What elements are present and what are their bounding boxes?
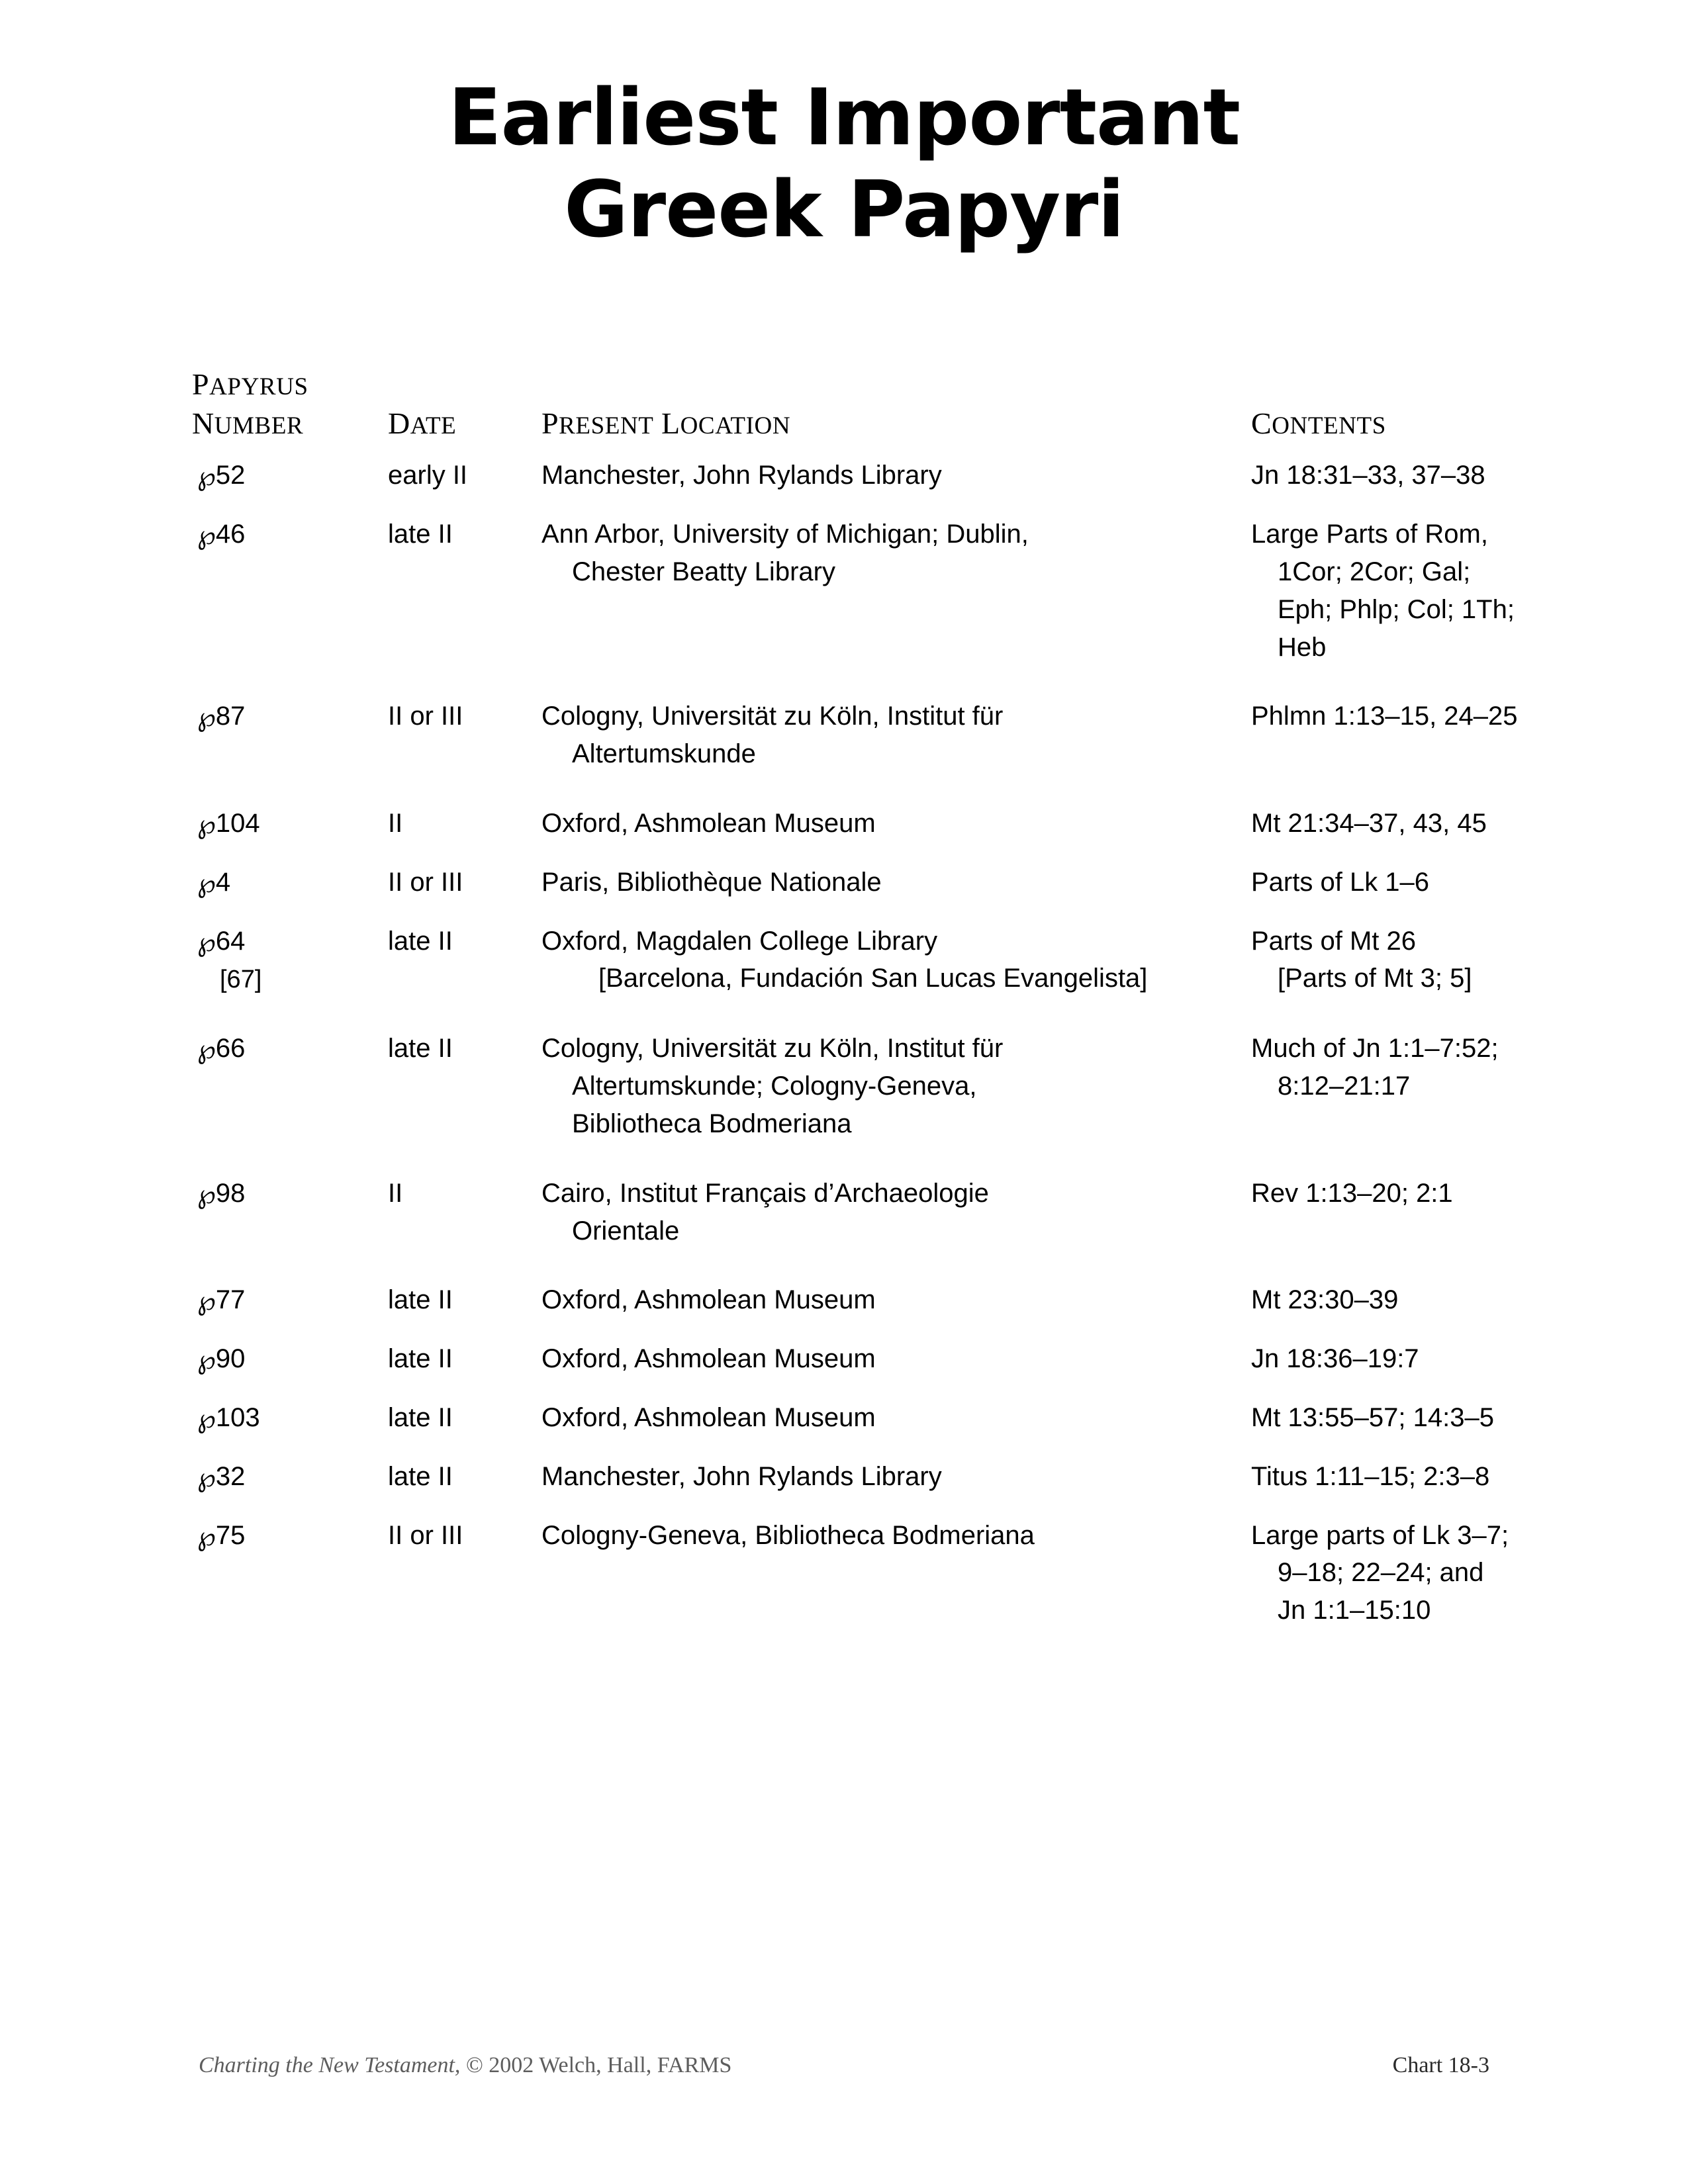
papyri-table — [192, 367, 1575, 1651]
contents-line: Mt 21:34–37, 43, 45 — [1251, 809, 1487, 839]
papyrus-symbol-icon: ℘ — [197, 1462, 216, 1493]
location-cell — [541, 854, 1251, 901]
location-line: Oxford, Magdalen College Library — [541, 926, 938, 956]
date-cell: late II — [388, 1285, 453, 1315]
contents-line: Large Parts of Rom, — [1251, 520, 1488, 549]
location-line: Manchester, John Rylands Library — [541, 1461, 942, 1491]
contents-cell — [1251, 1272, 1575, 1319]
papyrus-number-cell — [192, 1165, 388, 1250]
row-spacer-cell — [192, 998, 1575, 1021]
location-cell — [541, 1390, 1251, 1437]
papyrus-number-value: 103 — [215, 1402, 260, 1432]
contents-line-cont: 9–18; 22–24; and — [1278, 1558, 1484, 1588]
row-spacer-cell — [192, 1378, 1575, 1390]
location-line-cont: Altertumskunde; Cologny-Geneva, — [572, 1071, 977, 1101]
date-cell: late II — [388, 926, 453, 956]
contents-cell — [1251, 688, 1575, 773]
row-spacer — [192, 773, 1575, 796]
contents-cell — [1251, 1331, 1575, 1378]
title-line-2: Greek Papyri — [564, 163, 1124, 255]
location-cell — [541, 913, 1251, 999]
location-cell — [541, 1508, 1251, 1629]
column-header-contents: CONTENTS — [1251, 406, 1386, 441]
contents-line: Phlmn 1:13–15, 24–25 — [1251, 702, 1518, 731]
location-cell — [541, 688, 1251, 773]
table-row — [192, 1165, 1575, 1250]
contents-cell — [1251, 1165, 1575, 1250]
papyrus-symbol-icon: ℘ — [197, 1286, 216, 1317]
column-header-present-location: PRESENT LOCATION — [541, 406, 791, 441]
contents-cell — [1251, 796, 1575, 842]
footer-source — [199, 2053, 731, 2078]
row-spacer — [192, 1143, 1575, 1165]
contents-line: Rev 1:13–20; 2:1 — [1251, 1178, 1453, 1208]
date-cell: II or III — [388, 867, 463, 897]
papyrus-number-cell — [192, 1021, 388, 1142]
contents-line-cont: Eph; Phlp; Col; 1Th; — [1278, 594, 1515, 624]
row-spacer — [192, 1250, 1575, 1272]
contents-line: Titus 1:11–15; 2:3–8 — [1251, 1461, 1490, 1491]
papyrus-number-cell — [192, 854, 388, 901]
row-spacer — [192, 842, 1575, 854]
papyrus-number-cell — [192, 1331, 388, 1378]
page-title — [0, 0, 1688, 255]
location-line: Oxford, Ashmolean Museum — [541, 1285, 876, 1315]
row-spacer — [192, 494, 1575, 506]
location-cell — [541, 447, 1251, 494]
papyrus-number-value: 75 — [215, 1520, 246, 1550]
row-spacer-cell — [192, 1250, 1575, 1272]
date-cell: II or III — [388, 702, 463, 731]
papyrus-symbol-icon: ℘ — [197, 1179, 216, 1210]
date-cell: late II — [388, 520, 453, 549]
row-spacer-cell — [192, 842, 1575, 854]
table-row — [192, 1449, 1575, 1496]
date-cell: late II — [388, 1402, 453, 1432]
date-cell: late II — [388, 1344, 453, 1374]
contents-line: Jn 18:31–33, 37–38 — [1251, 461, 1485, 490]
contents-cell — [1251, 506, 1575, 666]
table-row — [192, 1390, 1575, 1437]
papyrus-symbol-icon: ℘ — [197, 809, 216, 841]
date-cell: early II — [388, 461, 468, 490]
papyrus-number-cell — [192, 447, 388, 494]
papyrus-symbol-icon: ℘ — [197, 927, 216, 958]
contents-line: Much of Jn 1:1–7:52; — [1251, 1034, 1499, 1064]
papyrus-number-value: 104 — [215, 809, 260, 839]
row-spacer — [192, 998, 1575, 1021]
contents-line: Parts of Lk 1–6 — [1251, 867, 1430, 897]
location-cell — [541, 1331, 1251, 1378]
papyrus-number-cell — [192, 1390, 388, 1437]
date-cell: II — [388, 809, 403, 839]
location-line-cont2: Bibliotheca Bodmeriana — [572, 1109, 852, 1138]
papyrus-symbol-icon: ℘ — [197, 461, 216, 492]
papyrus-number-value: 90 — [215, 1344, 246, 1374]
papyrus-number-value: 87 — [215, 702, 246, 731]
papyrus-symbol-icon: ℘ — [197, 868, 216, 899]
contents-line-cont: Jn 1:1–15:10 — [1278, 1596, 1431, 1625]
location-line: Oxford, Ashmolean Museum — [541, 809, 876, 839]
location-cell — [541, 1272, 1251, 1319]
papyrus-number-cell — [192, 913, 388, 999]
contents-line: Mt 23:30–39 — [1251, 1285, 1399, 1315]
table-row — [192, 1272, 1575, 1319]
table-row — [192, 796, 1575, 842]
date-cell: late II — [388, 1034, 453, 1064]
table-row — [192, 913, 1575, 999]
title-line-1: Earliest Important — [447, 71, 1241, 163]
date-cell: II or III — [388, 1520, 463, 1550]
contents-cell — [1251, 1449, 1575, 1496]
row-spacer — [192, 1319, 1575, 1331]
papyrus-number-value: 4 — [215, 867, 231, 897]
papyrus-number-value: 64 — [215, 926, 246, 956]
table-header — [192, 367, 1575, 447]
table-row — [192, 506, 1575, 666]
location-line: Cologny-Geneva, Bibliotheca Bodmeriana — [541, 1520, 1035, 1550]
row-spacer-cell — [192, 666, 1575, 688]
footer-source-credit: © 2002 Welch, Hall, FARMS — [460, 2053, 732, 2077]
location-line: Cologny, Universität zu Köln, Institut für — [541, 702, 1004, 731]
papyrus-symbol-icon: ℘ — [197, 1034, 216, 1066]
papyrus-number-cell — [192, 1449, 388, 1496]
location-line: Oxford, Ashmolean Museum — [541, 1344, 876, 1374]
row-spacer-cell — [192, 494, 1575, 506]
papyrus-symbol-icon: ℘ — [197, 1345, 216, 1376]
row-spacer — [192, 1496, 1575, 1508]
location-line: Ann Arbor, University of Michigan; Dublin, — [541, 520, 1029, 549]
column-header-date: DATE — [388, 406, 457, 441]
location-cell — [541, 506, 1251, 666]
papyrus-symbol-icon: ℘ — [197, 1403, 216, 1434]
row-spacer-cell — [192, 773, 1575, 796]
location-line-cont: [Barcelona, Fundación San Lucas Evangelista] — [598, 964, 1148, 993]
papyrus-symbol-icon: ℘ — [197, 702, 216, 733]
location-line-cont: Orientale — [572, 1216, 680, 1246]
location-cell — [541, 1021, 1251, 1142]
table-row — [192, 1508, 1575, 1629]
papyrus-number-cell — [192, 1508, 388, 1629]
table-row — [192, 1021, 1575, 1142]
papyrus-number-secondary: [67] — [220, 966, 262, 994]
contents-cell — [1251, 854, 1575, 901]
papyrus-number-value: 98 — [215, 1178, 246, 1208]
location-line-cont: Altertumskunde — [572, 739, 756, 769]
papyrus-number-cell — [192, 1272, 388, 1319]
location-cell — [541, 1165, 1251, 1250]
date-cell: II — [388, 1178, 403, 1208]
row-spacer — [192, 666, 1575, 688]
papyrus-number-value: 77 — [215, 1285, 246, 1315]
contents-line-cont: [Parts of Mt 3; 5] — [1278, 964, 1472, 993]
footer-chart-number: Chart 18-3 — [1392, 2053, 1489, 2077]
contents-line-cont: 8:12–21:17 — [1278, 1071, 1411, 1101]
date-cell: late II — [388, 1461, 453, 1491]
location-line: Cairo, Institut Français d’Archaeologie — [541, 1178, 989, 1208]
contents-line: Mt 13:55–57; 14:3–5 — [1251, 1402, 1494, 1432]
contents-cell — [1251, 1390, 1575, 1437]
table-row — [192, 447, 1575, 494]
contents-cell — [1251, 447, 1575, 494]
row-spacer-cell — [192, 1437, 1575, 1449]
papyrus-number-value: 52 — [215, 461, 246, 490]
row-spacer-cell — [192, 1629, 1575, 1652]
papyrus-number-value: 66 — [215, 1034, 246, 1064]
row-spacer — [192, 1378, 1575, 1390]
location-line: Paris, Bibliothèque Nationale — [541, 867, 882, 897]
column-header-papyrus-number: PAPYRUS NUMBER — [192, 367, 308, 441]
contents-line: Jn 18:36–19:7 — [1251, 1344, 1419, 1374]
location-line: Cologny, Universität zu Köln, Institut für — [541, 1034, 1004, 1064]
row-spacer — [192, 1437, 1575, 1449]
contents-line-cont: Heb — [1278, 632, 1327, 662]
row-spacer-cell — [192, 1143, 1575, 1165]
location-line: Manchester, John Rylands Library — [541, 461, 942, 490]
row-spacer — [192, 1629, 1575, 1652]
row-spacer-cell — [192, 1496, 1575, 1508]
papyrus-symbol-icon: ℘ — [197, 520, 216, 551]
contents-cell — [1251, 1021, 1575, 1142]
row-spacer-cell — [192, 901, 1575, 913]
page-footer — [199, 2053, 1489, 2086]
contents-cell — [1251, 913, 1575, 999]
contents-line-cont: 1Cor; 2Cor; Gal; — [1278, 557, 1471, 587]
table-row — [192, 688, 1575, 773]
table-row — [192, 854, 1575, 901]
papyrus-number-value: 32 — [215, 1461, 246, 1491]
location-cell — [541, 1449, 1251, 1496]
contents-line: Parts of Mt 26 — [1251, 926, 1416, 956]
table-row — [192, 1331, 1575, 1378]
row-spacer — [192, 901, 1575, 913]
location-line-cont: Chester Beatty Library — [572, 557, 835, 587]
row-spacer-cell — [192, 1319, 1575, 1331]
papyrus-number-value: 46 — [215, 520, 246, 549]
contents-line: Large parts of Lk 3–7; — [1251, 1520, 1509, 1550]
papyrus-number-cell — [192, 796, 388, 842]
papyrus-symbol-icon: ℘ — [197, 1521, 216, 1552]
footer-source-title: Charting the New Testament, — [199, 2053, 461, 2077]
papyrus-number-cell — [192, 688, 388, 773]
table-body — [192, 447, 1575, 1651]
contents-cell — [1251, 1508, 1575, 1629]
papyrus-number-cell — [192, 506, 388, 666]
location-cell — [541, 796, 1251, 842]
location-line: Oxford, Ashmolean Museum — [541, 1402, 876, 1432]
